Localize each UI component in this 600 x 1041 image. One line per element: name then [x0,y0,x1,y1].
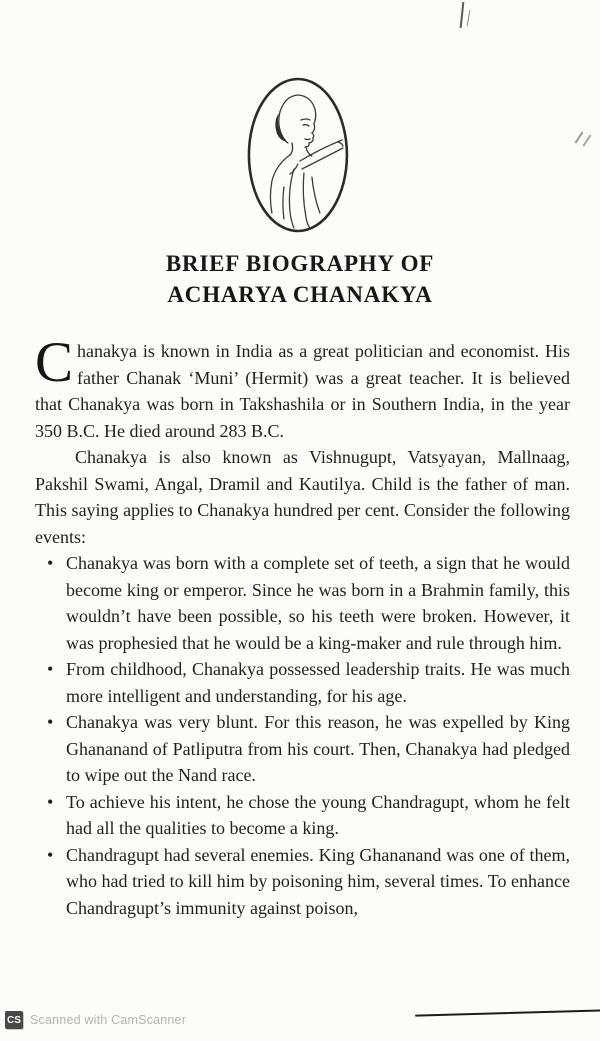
list-item: • Chandragupt had several enemies. King Ghananand was one of them, who had tried to kill him by poisoning him, several times. To enhance Chandragupt’s immunity against poison, [35,842,570,922]
page-title-line1: BRIEF BIOGRAPHY OF [165,251,435,276]
camscanner-logo-icon: CS [5,1011,23,1029]
list-item: • From childhood, Chanakya possessed leadership traits. He was much more intelligent and understanding, for his age. [35,656,570,709]
camscanner-footer [5,1011,186,1029]
pen-mark-artifact [467,10,471,26]
paragraph-intro-text: hanakya is known in India as a great politician and economist. His father Chanak ‘Muni’ (Hermit) was a great teacher. It is believed that Chanakya was born in Takshashila or in Southern India, in the year 350 B.C. He died around 283 B.C. [35,341,570,441]
list-item: • Chanakya was born with a complete set of teeth, a sign that he would become king or emperor. Since he was born in a Brahmin family, this wouldn’t have been possible, so his teeth were broken. However, it was prophesied that he would be a king-maker and rule through him. [35,550,570,656]
pencil-slash-artifact [583,135,592,147]
list-item: • Chanakya was very blunt. For this reason, he was expelled by King Ghananand of Patliputra from his court. Then, Chanakya had pledged to wipe out the Nand race. [35,709,570,789]
events-list [35,550,570,921]
page-body [0,331,600,921]
list-item: • To achieve his intent, he chose the young Chandragupt, whom he felt had all the qualities to become a king. [35,789,570,842]
chanakya-portrait-illustration [246,76,350,234]
page-edge-line [415,1009,600,1016]
drop-cap: C [35,331,74,394]
camscanner-caption: Scanned with CamScanner [30,1013,187,1027]
paragraph-intro [35,331,570,444]
page-title [0,248,600,310]
page-title-line2: ACHARYA CHANAKYA [167,282,433,307]
pen-mark-artifact [460,2,465,28]
pencil-slash-artifact [575,132,584,144]
paragraph-names: Chanakya is also known as Vishnugupt, Vatsyayan, Mallnaag, Pakshil Swami, Angal, Dramil and Kautilya. Child is the father of man. This saying applies to Chanakya hundred per cent. Consider the following events: [35,447,570,547]
